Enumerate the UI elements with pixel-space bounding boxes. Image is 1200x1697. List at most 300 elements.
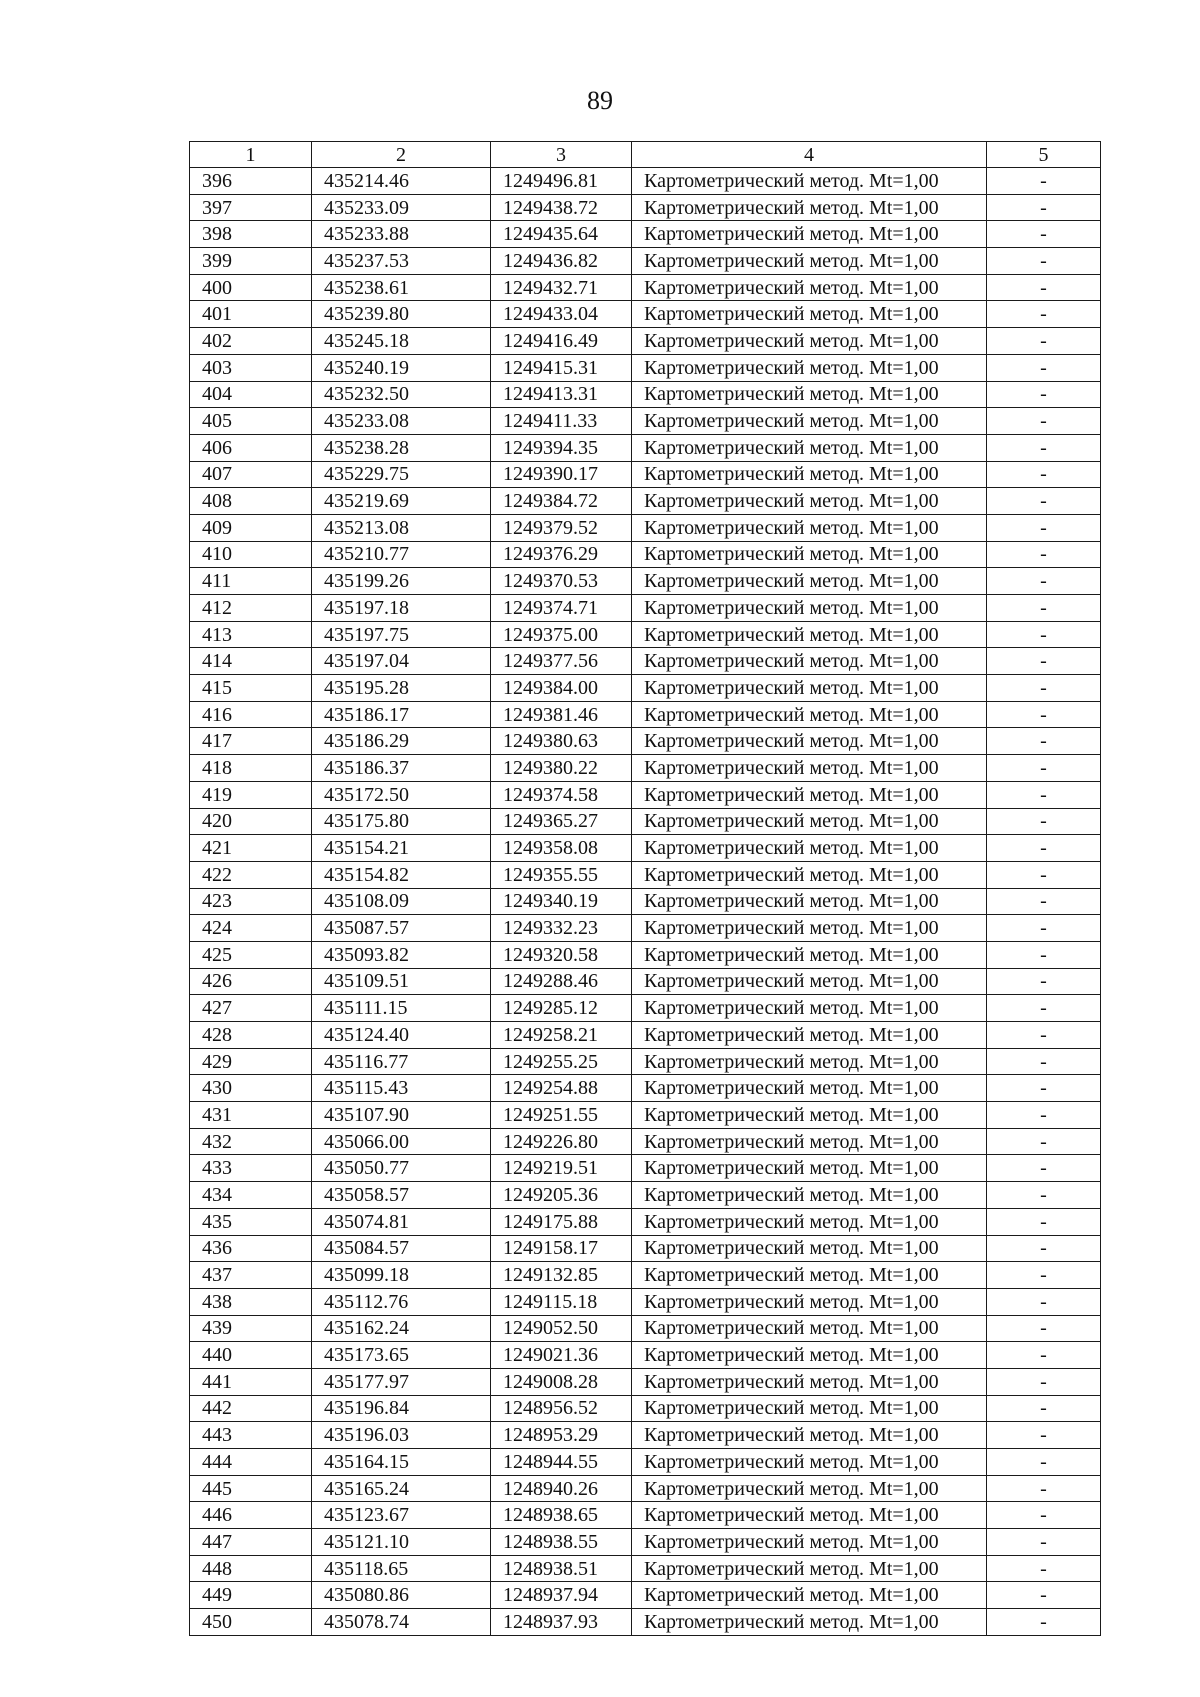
note-cell: - — [987, 648, 1101, 675]
x-coordinate-cell: 435219.69 — [312, 488, 491, 515]
y-coordinate-cell: 1249358.08 — [491, 835, 632, 862]
x-coordinate-cell: 435238.28 — [312, 434, 491, 461]
y-coordinate-cell: 1249258.21 — [491, 1022, 632, 1049]
note-cell: - — [987, 755, 1101, 782]
method-cell: Картометрический метод. Mt=1,00 — [632, 301, 987, 328]
x-coordinate-cell: 435232.50 — [312, 381, 491, 408]
coordinates-table — [189, 141, 1101, 1636]
method-cell: Картометрический метод. Mt=1,00 — [632, 354, 987, 381]
table-row — [190, 328, 1101, 355]
point-number-cell: 416 — [190, 701, 312, 728]
table-row — [190, 1395, 1101, 1422]
method-cell: Картометрический метод. Mt=1,00 — [632, 1262, 987, 1289]
table-row — [190, 1262, 1101, 1289]
x-coordinate-cell: 435197.04 — [312, 648, 491, 675]
x-coordinate-cell: 435245.18 — [312, 328, 491, 355]
table-row — [190, 915, 1101, 942]
table-row — [190, 1315, 1101, 1342]
table-row — [190, 755, 1101, 782]
method-cell: Картометрический метод. Mt=1,00 — [632, 1502, 987, 1529]
x-coordinate-cell: 435214.46 — [312, 168, 491, 195]
method-cell: Картометрический метод. Mt=1,00 — [632, 1022, 987, 1049]
x-coordinate-cell: 435093.82 — [312, 941, 491, 968]
method-cell: Картометрический метод. Mt=1,00 — [632, 728, 987, 755]
note-cell: - — [987, 301, 1101, 328]
method-cell: Картометрический метод. Mt=1,00 — [632, 568, 987, 595]
note-cell: - — [987, 1422, 1101, 1449]
note-cell: - — [987, 1288, 1101, 1315]
note-cell: - — [987, 595, 1101, 622]
note-cell: - — [987, 461, 1101, 488]
method-cell: Картометрический метод. Mt=1,00 — [632, 461, 987, 488]
note-cell: - — [987, 1502, 1101, 1529]
method-cell: Картометрический метод. Mt=1,00 — [632, 701, 987, 728]
method-cell: Картометрический метод. Mt=1,00 — [632, 755, 987, 782]
point-number-cell: 445 — [190, 1475, 312, 1502]
x-coordinate-cell: 435109.51 — [312, 968, 491, 995]
note-cell: - — [987, 354, 1101, 381]
table-row — [190, 1529, 1101, 1556]
y-coordinate-cell: 1249320.58 — [491, 941, 632, 968]
point-number-cell: 429 — [190, 1048, 312, 1075]
table-row — [190, 274, 1101, 301]
note-cell: - — [987, 168, 1101, 195]
x-coordinate-cell: 435066.00 — [312, 1128, 491, 1155]
y-coordinate-cell: 1249115.18 — [491, 1288, 632, 1315]
table-row — [190, 408, 1101, 435]
table-row — [190, 995, 1101, 1022]
table-row — [190, 1022, 1101, 1049]
table-row — [190, 461, 1101, 488]
table-row — [190, 1155, 1101, 1182]
note-cell: - — [987, 1395, 1101, 1422]
x-coordinate-cell: 435186.37 — [312, 755, 491, 782]
note-cell: - — [987, 941, 1101, 968]
point-number-cell: 401 — [190, 301, 312, 328]
point-number-cell: 397 — [190, 194, 312, 221]
point-number-cell: 425 — [190, 941, 312, 968]
y-coordinate-cell: 1249433.04 — [491, 301, 632, 328]
note-cell: - — [987, 1208, 1101, 1235]
method-cell: Картометрический метод. Mt=1,00 — [632, 488, 987, 515]
table-row — [190, 888, 1101, 915]
x-coordinate-cell: 435121.10 — [312, 1529, 491, 1556]
y-coordinate-cell: 1249021.36 — [491, 1342, 632, 1369]
y-coordinate-cell: 1249255.25 — [491, 1048, 632, 1075]
x-coordinate-cell: 435199.26 — [312, 568, 491, 595]
x-coordinate-cell: 435229.75 — [312, 461, 491, 488]
point-number-cell: 402 — [190, 328, 312, 355]
x-coordinate-cell: 435111.15 — [312, 995, 491, 1022]
point-number-cell: 450 — [190, 1609, 312, 1636]
method-cell: Картометрический метод. Mt=1,00 — [632, 861, 987, 888]
y-coordinate-cell: 1248938.65 — [491, 1502, 632, 1529]
method-cell: Картометрический метод. Mt=1,00 — [632, 1208, 987, 1235]
method-cell: Картометрический метод. Mt=1,00 — [632, 381, 987, 408]
table-row — [190, 808, 1101, 835]
method-cell: Картометрический метод. Mt=1,00 — [632, 968, 987, 995]
table-row — [190, 1368, 1101, 1395]
x-coordinate-cell: 435124.40 — [312, 1022, 491, 1049]
note-cell: - — [987, 1529, 1101, 1556]
point-number-cell: 444 — [190, 1449, 312, 1476]
method-cell: Картометрический метод. Mt=1,00 — [632, 1315, 987, 1342]
y-coordinate-cell: 1249380.63 — [491, 728, 632, 755]
column-header-3: 3 — [491, 142, 632, 168]
table-row — [190, 168, 1101, 195]
point-number-cell: 399 — [190, 248, 312, 275]
y-coordinate-cell: 1249438.72 — [491, 194, 632, 221]
method-cell: Картометрический метод. Mt=1,00 — [632, 1182, 987, 1209]
point-number-cell: 439 — [190, 1315, 312, 1342]
note-cell: - — [987, 701, 1101, 728]
point-number-cell: 447 — [190, 1529, 312, 1556]
point-number-cell: 446 — [190, 1502, 312, 1529]
x-coordinate-cell: 435074.81 — [312, 1208, 491, 1235]
table-row — [190, 861, 1101, 888]
table-row — [190, 1555, 1101, 1582]
x-coordinate-cell: 435173.65 — [312, 1342, 491, 1369]
note-cell: - — [987, 1048, 1101, 1075]
note-cell: - — [987, 434, 1101, 461]
point-number-cell: 406 — [190, 434, 312, 461]
note-cell: - — [987, 1075, 1101, 1102]
method-cell: Картометрический метод. Mt=1,00 — [632, 941, 987, 968]
method-cell: Картометрический метод. Mt=1,00 — [632, 1422, 987, 1449]
x-coordinate-cell: 435233.09 — [312, 194, 491, 221]
y-coordinate-cell: 1249380.22 — [491, 755, 632, 782]
x-coordinate-cell: 435186.29 — [312, 728, 491, 755]
x-coordinate-cell: 435196.84 — [312, 1395, 491, 1422]
y-coordinate-cell: 1248937.94 — [491, 1582, 632, 1609]
y-coordinate-cell: 1249496.81 — [491, 168, 632, 195]
note-cell: - — [987, 1102, 1101, 1129]
y-coordinate-cell: 1249381.46 — [491, 701, 632, 728]
point-number-cell: 396 — [190, 168, 312, 195]
table-row — [190, 835, 1101, 862]
method-cell: Картометрический метод. Mt=1,00 — [632, 514, 987, 541]
point-number-cell: 448 — [190, 1555, 312, 1582]
table-row — [190, 568, 1101, 595]
point-number-cell: 434 — [190, 1182, 312, 1209]
x-coordinate-cell: 435240.19 — [312, 354, 491, 381]
method-cell: Картометрический метод. Mt=1,00 — [632, 541, 987, 568]
x-coordinate-cell: 435162.24 — [312, 1315, 491, 1342]
y-coordinate-cell: 1249379.52 — [491, 514, 632, 541]
method-cell: Картометрический метод. Mt=1,00 — [632, 1395, 987, 1422]
note-cell: - — [987, 1128, 1101, 1155]
note-cell: - — [987, 1155, 1101, 1182]
y-coordinate-cell: 1248938.55 — [491, 1529, 632, 1556]
note-cell: - — [987, 568, 1101, 595]
note-cell: - — [987, 381, 1101, 408]
table-row — [190, 1075, 1101, 1102]
method-cell: Картометрический метод. Mt=1,00 — [632, 1102, 987, 1129]
x-coordinate-cell: 435164.15 — [312, 1449, 491, 1476]
y-coordinate-cell: 1249340.19 — [491, 888, 632, 915]
point-number-cell: 449 — [190, 1582, 312, 1609]
note-cell: - — [987, 221, 1101, 248]
note-cell: - — [987, 675, 1101, 702]
x-coordinate-cell: 435123.67 — [312, 1502, 491, 1529]
method-cell: Картометрический метод. Mt=1,00 — [632, 248, 987, 275]
x-coordinate-cell: 435108.09 — [312, 888, 491, 915]
x-coordinate-cell: 435112.76 — [312, 1288, 491, 1315]
x-coordinate-cell: 435107.90 — [312, 1102, 491, 1129]
x-coordinate-cell: 435213.08 — [312, 514, 491, 541]
method-cell: Картометрический метод. Mt=1,00 — [632, 808, 987, 835]
method-cell: Картометрический метод. Mt=1,00 — [632, 328, 987, 355]
table-row — [190, 728, 1101, 755]
y-coordinate-cell: 1248937.93 — [491, 1609, 632, 1636]
y-coordinate-cell: 1249390.17 — [491, 461, 632, 488]
note-cell: - — [987, 915, 1101, 942]
table-row — [190, 701, 1101, 728]
method-cell: Картометрический метод. Mt=1,00 — [632, 1449, 987, 1476]
table-row — [190, 514, 1101, 541]
table-row — [190, 595, 1101, 622]
table-row — [190, 1182, 1101, 1209]
x-coordinate-cell: 435115.43 — [312, 1075, 491, 1102]
x-coordinate-cell: 435116.77 — [312, 1048, 491, 1075]
table-row — [190, 248, 1101, 275]
method-cell: Картометрический метод. Mt=1,00 — [632, 915, 987, 942]
x-coordinate-cell: 435078.74 — [312, 1609, 491, 1636]
x-coordinate-cell: 435172.50 — [312, 781, 491, 808]
y-coordinate-cell: 1249411.33 — [491, 408, 632, 435]
note-cell: - — [987, 728, 1101, 755]
y-coordinate-cell: 1249375.00 — [491, 621, 632, 648]
point-number-cell: 430 — [190, 1075, 312, 1102]
method-cell: Картометрический метод. Mt=1,00 — [632, 194, 987, 221]
note-cell: - — [987, 248, 1101, 275]
point-number-cell: 433 — [190, 1155, 312, 1182]
table-row — [190, 381, 1101, 408]
y-coordinate-cell: 1249394.35 — [491, 434, 632, 461]
note-cell: - — [987, 1342, 1101, 1369]
point-number-cell: 405 — [190, 408, 312, 435]
table-row — [190, 1235, 1101, 1262]
point-number-cell: 436 — [190, 1235, 312, 1262]
y-coordinate-cell: 1249436.82 — [491, 248, 632, 275]
x-coordinate-cell: 435118.65 — [312, 1555, 491, 1582]
note-cell: - — [987, 274, 1101, 301]
y-coordinate-cell: 1249219.51 — [491, 1155, 632, 1182]
point-number-cell: 435 — [190, 1208, 312, 1235]
y-coordinate-cell: 1249175.88 — [491, 1208, 632, 1235]
method-cell: Картометрический метод. Mt=1,00 — [632, 1475, 987, 1502]
point-number-cell: 404 — [190, 381, 312, 408]
y-coordinate-cell: 1249384.72 — [491, 488, 632, 515]
note-cell: - — [987, 1368, 1101, 1395]
y-coordinate-cell: 1248956.52 — [491, 1395, 632, 1422]
note-cell: - — [987, 1582, 1101, 1609]
x-coordinate-cell: 435050.77 — [312, 1155, 491, 1182]
point-number-cell: 424 — [190, 915, 312, 942]
point-number-cell: 414 — [190, 648, 312, 675]
x-coordinate-cell: 435195.28 — [312, 675, 491, 702]
method-cell: Картометрический метод. Mt=1,00 — [632, 1128, 987, 1155]
point-number-cell: 407 — [190, 461, 312, 488]
note-cell: - — [987, 1235, 1101, 1262]
x-coordinate-cell: 435196.03 — [312, 1422, 491, 1449]
y-coordinate-cell: 1249374.71 — [491, 595, 632, 622]
method-cell: Картометрический метод. Mt=1,00 — [632, 1235, 987, 1262]
column-header-4: 4 — [632, 142, 987, 168]
note-cell: - — [987, 1262, 1101, 1289]
method-cell: Картометрический метод. Mt=1,00 — [632, 1368, 987, 1395]
y-coordinate-cell: 1249158.17 — [491, 1235, 632, 1262]
method-cell: Картометрический метод. Mt=1,00 — [632, 675, 987, 702]
y-coordinate-cell: 1249288.46 — [491, 968, 632, 995]
note-cell: - — [987, 861, 1101, 888]
x-coordinate-cell: 435177.97 — [312, 1368, 491, 1395]
x-coordinate-cell: 435080.86 — [312, 1582, 491, 1609]
method-cell: Картометрический метод. Mt=1,00 — [632, 434, 987, 461]
table-row — [190, 1502, 1101, 1529]
method-cell: Картометрический метод. Mt=1,00 — [632, 1075, 987, 1102]
point-number-cell: 418 — [190, 755, 312, 782]
point-number-cell: 403 — [190, 354, 312, 381]
note-cell: - — [987, 541, 1101, 568]
method-cell: Картометрический метод. Mt=1,00 — [632, 995, 987, 1022]
y-coordinate-cell: 1248953.29 — [491, 1422, 632, 1449]
column-header-1: 1 — [190, 142, 312, 168]
y-coordinate-cell: 1249254.88 — [491, 1075, 632, 1102]
table-row — [190, 1128, 1101, 1155]
table-row — [190, 1342, 1101, 1369]
table-header-row — [190, 142, 1101, 168]
note-cell: - — [987, 1449, 1101, 1476]
y-coordinate-cell: 1249432.71 — [491, 274, 632, 301]
note-cell: - — [987, 488, 1101, 515]
table-row — [190, 488, 1101, 515]
table-row — [190, 1288, 1101, 1315]
point-number-cell: 398 — [190, 221, 312, 248]
y-coordinate-cell: 1248944.55 — [491, 1449, 632, 1476]
y-coordinate-cell: 1249435.64 — [491, 221, 632, 248]
table-row — [190, 648, 1101, 675]
point-number-cell: 415 — [190, 675, 312, 702]
table-body — [190, 142, 1101, 1636]
point-number-cell: 431 — [190, 1102, 312, 1129]
table-row — [190, 1475, 1101, 1502]
table-row — [190, 541, 1101, 568]
y-coordinate-cell: 1249226.80 — [491, 1128, 632, 1155]
note-cell: - — [987, 1315, 1101, 1342]
x-coordinate-cell: 435186.17 — [312, 701, 491, 728]
x-coordinate-cell: 435099.18 — [312, 1262, 491, 1289]
method-cell: Картометрический метод. Mt=1,00 — [632, 888, 987, 915]
note-cell: - — [987, 194, 1101, 221]
x-coordinate-cell: 435154.21 — [312, 835, 491, 862]
note-cell: - — [987, 1022, 1101, 1049]
x-coordinate-cell: 435197.18 — [312, 595, 491, 622]
table-row — [190, 434, 1101, 461]
y-coordinate-cell: 1249374.58 — [491, 781, 632, 808]
table-row — [190, 221, 1101, 248]
table-row — [190, 675, 1101, 702]
point-number-cell: 420 — [190, 808, 312, 835]
method-cell: Картометрический метод. Mt=1,00 — [632, 595, 987, 622]
method-cell: Картометрический метод. Mt=1,00 — [632, 168, 987, 195]
point-number-cell: 432 — [190, 1128, 312, 1155]
x-coordinate-cell: 435197.75 — [312, 621, 491, 648]
method-cell: Картометрический метод. Mt=1,00 — [632, 274, 987, 301]
y-coordinate-cell: 1249376.29 — [491, 541, 632, 568]
y-coordinate-cell: 1249052.50 — [491, 1315, 632, 1342]
y-coordinate-cell: 1249384.00 — [491, 675, 632, 702]
note-cell: - — [987, 328, 1101, 355]
table-row — [190, 1609, 1101, 1636]
table-row — [190, 194, 1101, 221]
column-header-2: 2 — [312, 142, 491, 168]
method-cell: Картометрический метод. Mt=1,00 — [632, 621, 987, 648]
note-cell: - — [987, 1475, 1101, 1502]
point-number-cell: 441 — [190, 1368, 312, 1395]
y-coordinate-cell: 1249332.23 — [491, 915, 632, 942]
x-coordinate-cell: 435165.24 — [312, 1475, 491, 1502]
y-coordinate-cell: 1248940.26 — [491, 1475, 632, 1502]
column-header-5: 5 — [987, 142, 1101, 168]
point-number-cell: 442 — [190, 1395, 312, 1422]
table-row — [190, 621, 1101, 648]
y-coordinate-cell: 1249370.53 — [491, 568, 632, 595]
point-number-cell: 412 — [190, 595, 312, 622]
x-coordinate-cell: 435237.53 — [312, 248, 491, 275]
point-number-cell: 410 — [190, 541, 312, 568]
x-coordinate-cell: 435238.61 — [312, 274, 491, 301]
point-number-cell: 438 — [190, 1288, 312, 1315]
y-coordinate-cell: 1249205.36 — [491, 1182, 632, 1209]
method-cell: Картометрический метод. Mt=1,00 — [632, 1529, 987, 1556]
point-number-cell: 440 — [190, 1342, 312, 1369]
y-coordinate-cell: 1249251.55 — [491, 1102, 632, 1129]
y-coordinate-cell: 1249132.85 — [491, 1262, 632, 1289]
method-cell: Картометрический метод. Mt=1,00 — [632, 1288, 987, 1315]
method-cell: Картометрический метод. Mt=1,00 — [632, 1342, 987, 1369]
y-coordinate-cell: 1249365.27 — [491, 808, 632, 835]
point-number-cell: 443 — [190, 1422, 312, 1449]
method-cell: Картометрический метод. Mt=1,00 — [632, 221, 987, 248]
method-cell: Картометрический метод. Mt=1,00 — [632, 1048, 987, 1075]
method-cell: Картометрический метод. Mt=1,00 — [632, 781, 987, 808]
y-coordinate-cell: 1249285.12 — [491, 995, 632, 1022]
note-cell: - — [987, 514, 1101, 541]
note-cell: - — [987, 995, 1101, 1022]
point-number-cell: 423 — [190, 888, 312, 915]
y-coordinate-cell: 1249355.55 — [491, 861, 632, 888]
x-coordinate-cell: 435175.80 — [312, 808, 491, 835]
point-number-cell: 426 — [190, 968, 312, 995]
note-cell: - — [987, 968, 1101, 995]
point-number-cell: 437 — [190, 1262, 312, 1289]
method-cell: Картометрический метод. Mt=1,00 — [632, 1155, 987, 1182]
table-row — [190, 1449, 1101, 1476]
note-cell: - — [987, 1555, 1101, 1582]
note-cell: - — [987, 408, 1101, 435]
method-cell: Картометрический метод. Mt=1,00 — [632, 1582, 987, 1609]
point-number-cell: 421 — [190, 835, 312, 862]
x-coordinate-cell: 435087.57 — [312, 915, 491, 942]
method-cell: Картометрический метод. Mt=1,00 — [632, 408, 987, 435]
y-coordinate-cell: 1249377.56 — [491, 648, 632, 675]
point-number-cell: 417 — [190, 728, 312, 755]
y-coordinate-cell: 1249008.28 — [491, 1368, 632, 1395]
table-row — [190, 354, 1101, 381]
point-number-cell: 428 — [190, 1022, 312, 1049]
x-coordinate-cell: 435210.77 — [312, 541, 491, 568]
